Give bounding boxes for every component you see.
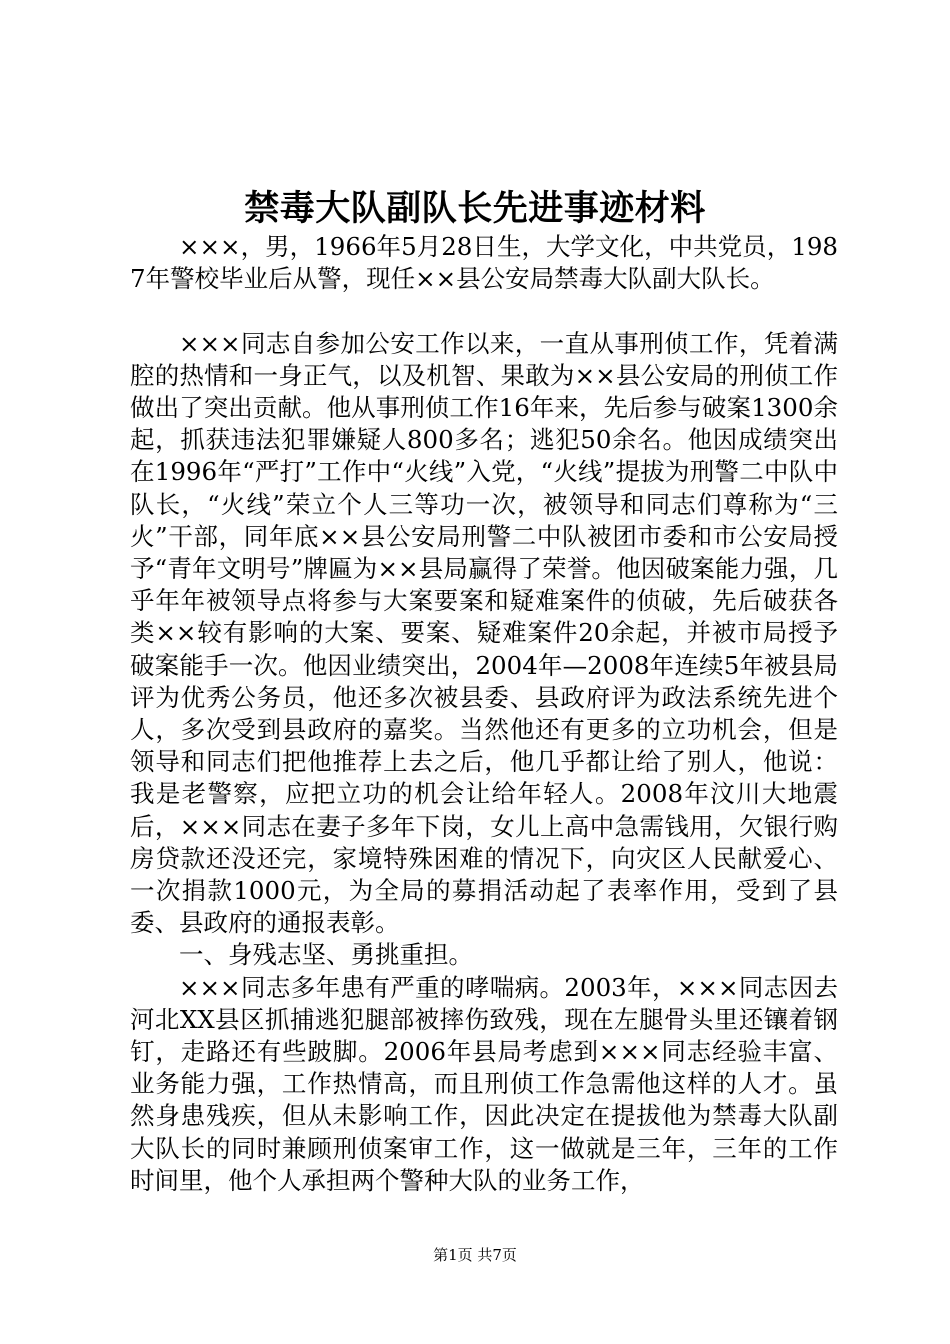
page-footer: 第1页 共7页 [433, 1246, 517, 1264]
paragraph-achievements: ×××同志自参加公安工作以来，一直从事刑侦工作，凭着满腔的热情和一身正气，以及机智、果敢为××县公安局的刑侦工作做出了突出贡献。他从事刑侦工作16年来，先后参与破案1300余起，抓获违法犯罪嫌疑人800多名；逃犯50余名。他因成绩突出在1996年“严打”工作中“火线”入党，“火线”提拔为刑警二中队中队长，“火线”荣立个人三等功一次，被领导和同志们尊称为“三火”干部，同年底××县公安局刑警二中队被团市委和市公安局授予“青年文明号”牌匾为××县局赢得了荣誉。他因破案能力强，几乎年年被领导点将参与大案要案和疑难案件的侦破，先后破获各类××较有影响的大案、要案、疑难案件20余起，并被市局授予破案能手一次。他因业绩突出，2004年—2008年连续5年被县局评为优秀公务员，他还多次被县委、县政府评为政法系统先进个人，多次受到县政府的嘉奖。当然他还有更多的立功机会，但是领导和同志们把他推荐上去之后，他几乎都让给了别人，他说：我是老警察，应把立功的机会让给年轻人。2008年汶川大地震后，×××同志在妻子多年下岗，女儿上高中急需钱用，欠银行购房贷款还没还完，家境特殊困难的情况下，向灾区人民献爱心、一次捐款1000元，为全局的募捐活动起了表率作用，受到了县委、县政府的通报表彰。 [130, 328, 838, 938]
paragraph-intro: ×××，男，1966年5月28日生，大学文化，中共党员，1987年警校毕业后从警，现任××县公安局禁毒大队副大队长。 [130, 232, 838, 294]
paragraph-section-one: ×××同志多年患有严重的哮喘病。2003年，×××同志因去河北XX县区抓捕逃犯腿部被摔伤致残，现在左腿骨头里还镶着钢钉，走路还有些跛脚。2006年县局考虑到×××同志经验丰富、业务能力强，工作热情高，而且刑侦工作急需他这样的人才。虽然身患残疾，但从未影响工作，因此决定在提拔他为禁毒大队副大队长的同时兼顾刑侦案审工作，这一做就是三年，三年的工作时间里，他个人承担两个警种大队的业务工作， [130, 972, 838, 1195]
section-heading: 一、身残志坚、勇挑重担。 [179, 940, 473, 970]
document-title: 禁毒大队副队长先进事迹材料 [244, 189, 706, 229]
document-body [130, 231, 838, 1197]
